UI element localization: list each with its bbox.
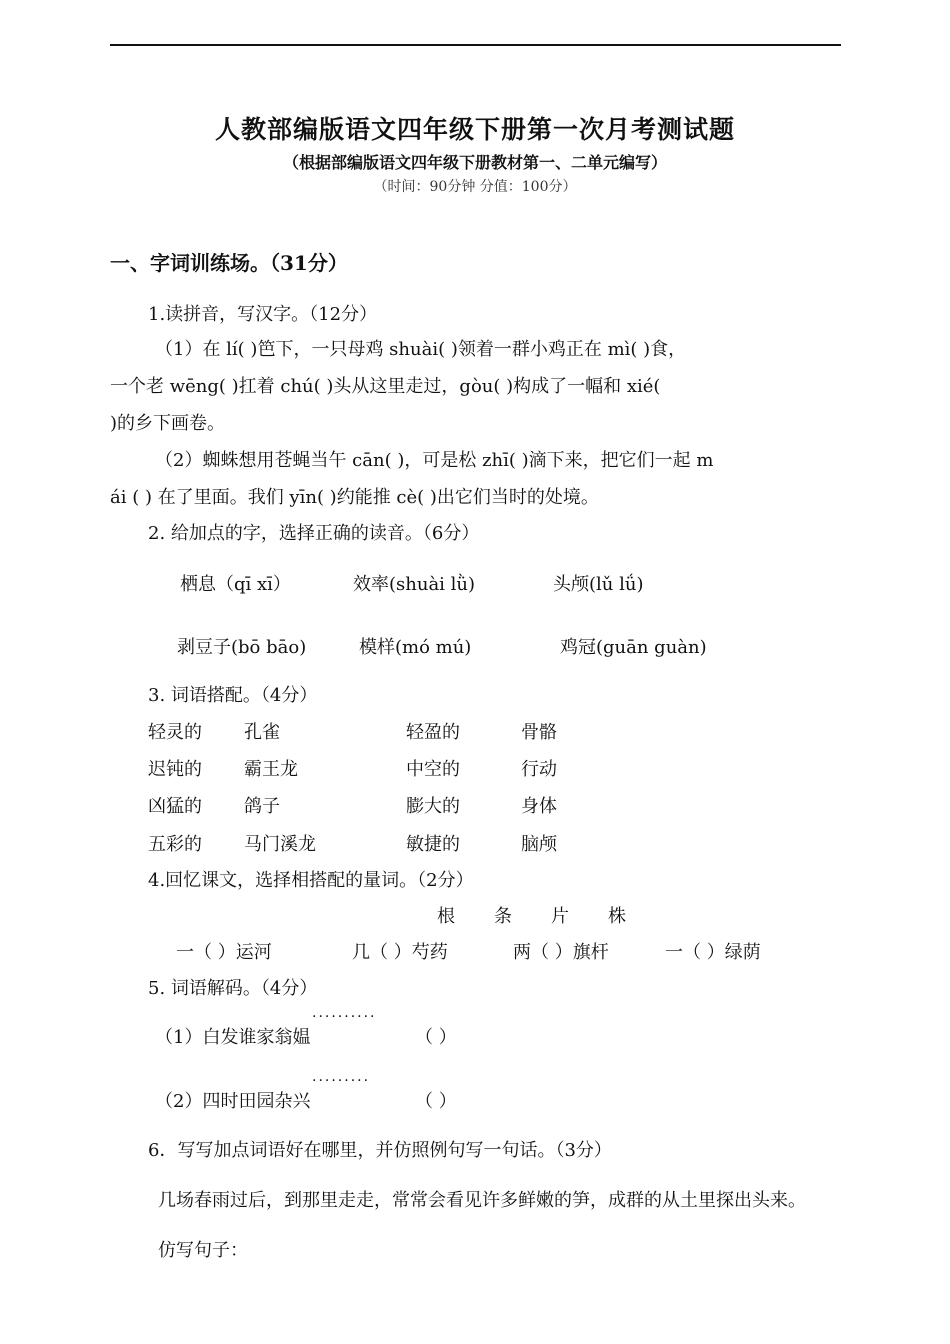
q3-right-noun: 骨骼	[521, 722, 557, 743]
section-heading: 一、字词训练场。（31分）	[110, 251, 348, 275]
q1-p1-line1: （1）在 lí( )笆下，一只母鸡 shuài( )领着一群小鸡正在 mì( )食，	[155, 339, 687, 360]
q5-item: （2）四时田园杂兴	[155, 1091, 311, 1112]
q6-example-sentence: 几场春雨过后，到那里走走，常常会看见许多鲜嫩的笋，成群的从土里探出头来。	[158, 1190, 806, 1211]
q4-blank: 一（ ）运河	[176, 942, 272, 963]
page-subtitle: （根据部编版语文四年级下册教材第一、二单元编写）	[282, 153, 667, 172]
time-info: （时间：90分钟 分值：100分）	[373, 179, 577, 195]
q2-option: 栖息（qī xī）	[180, 574, 291, 595]
q1-p2-line1: （2）蜘蛛想用苍蝇当午 cān( )，可是松 zhī( )滴下来，把它们一起 m	[155, 450, 714, 471]
q3-right-adj: 膨大的	[406, 796, 460, 817]
q6-prompt: 仿写句子：	[158, 1240, 248, 1261]
q6-heading: 6．写写加点词语好在哪里，并仿照例句写一句话。（3分）	[148, 1140, 612, 1161]
q1-p2-line2: ái ( ) 在了里面。我们 yīn( )约能推 cè( )出它们当时的处境。	[110, 487, 599, 508]
q3-right-noun: 行动	[521, 759, 557, 780]
q3-left-adj: 轻灵的	[148, 722, 202, 743]
q5-answer-blank: （ ）	[415, 1091, 457, 1112]
q3-left-adj: 五彩的	[148, 834, 202, 855]
q3-right-adj: 中空的	[406, 759, 460, 780]
q4-blank: 几（ ）芍药	[352, 942, 448, 963]
q3-right-adj: 轻盈的	[406, 722, 460, 743]
q4-measure-word: 根	[437, 906, 455, 927]
q4-measure-word: 片	[551, 906, 569, 927]
q2-option: 鸡冠(guān guàn)	[560, 637, 707, 658]
page-title: 人教部编版语文四年级下册第一次月考测试题	[214, 115, 735, 144]
q3-left-adj: 迟钝的	[148, 759, 202, 780]
q3-right-noun: 脑颅	[521, 834, 557, 855]
q3-right-adj: 敏捷的	[406, 834, 460, 855]
q2-heading: 2. 给加点的字，选择正确的读音。（6分）	[148, 523, 480, 544]
q2-option: 剥豆子(bō bāo)	[177, 637, 307, 658]
q3-left-noun: 马门溪龙	[244, 834, 316, 855]
q4-measure-word: 株	[608, 906, 626, 927]
q4-measure-word: 条	[494, 906, 512, 927]
q2-option: 模样(mó mú)	[359, 637, 472, 658]
emphasis-dots: ··········	[312, 1009, 377, 1025]
q5-answer-blank: （ ）	[415, 1027, 457, 1048]
q3-left-noun: 霸王龙	[244, 759, 298, 780]
header-rule	[110, 44, 841, 46]
emphasis-dots: ·········	[312, 1073, 371, 1089]
q5-heading: 5. 词语解码。（4分）	[148, 978, 318, 999]
q4-blank: 一（ ）绿荫	[665, 942, 761, 963]
q4-blank: 两（ ）旗杆	[513, 942, 609, 963]
q3-left-noun: 鸽子	[244, 796, 280, 817]
q5-item: （1）白发谁家翁媪	[155, 1027, 311, 1048]
q3-heading: 3. 词语搭配。（4分）	[148, 685, 318, 706]
q1-heading: 1.读拼音，写汉字。（12分）	[148, 304, 378, 325]
q3-left-adj: 凶猛的	[148, 796, 202, 817]
q4-heading: 4.回忆课文，选择相搭配的量词。（2分）	[148, 870, 474, 891]
q2-option: 头颅(lǔ lǘ)	[553, 574, 644, 595]
q3-left-noun: 孔雀	[244, 722, 280, 743]
q3-right-noun: 身体	[521, 796, 557, 817]
q1-p1-line3: )的乡下画卷。	[110, 413, 226, 434]
q2-option: 效率(shuài lǜ)	[353, 574, 476, 595]
q1-p1-line2: 一个老 wēng( )扛着 chú( )头从这里走过，gòu( )构成了一幅和 xié(	[110, 376, 661, 397]
